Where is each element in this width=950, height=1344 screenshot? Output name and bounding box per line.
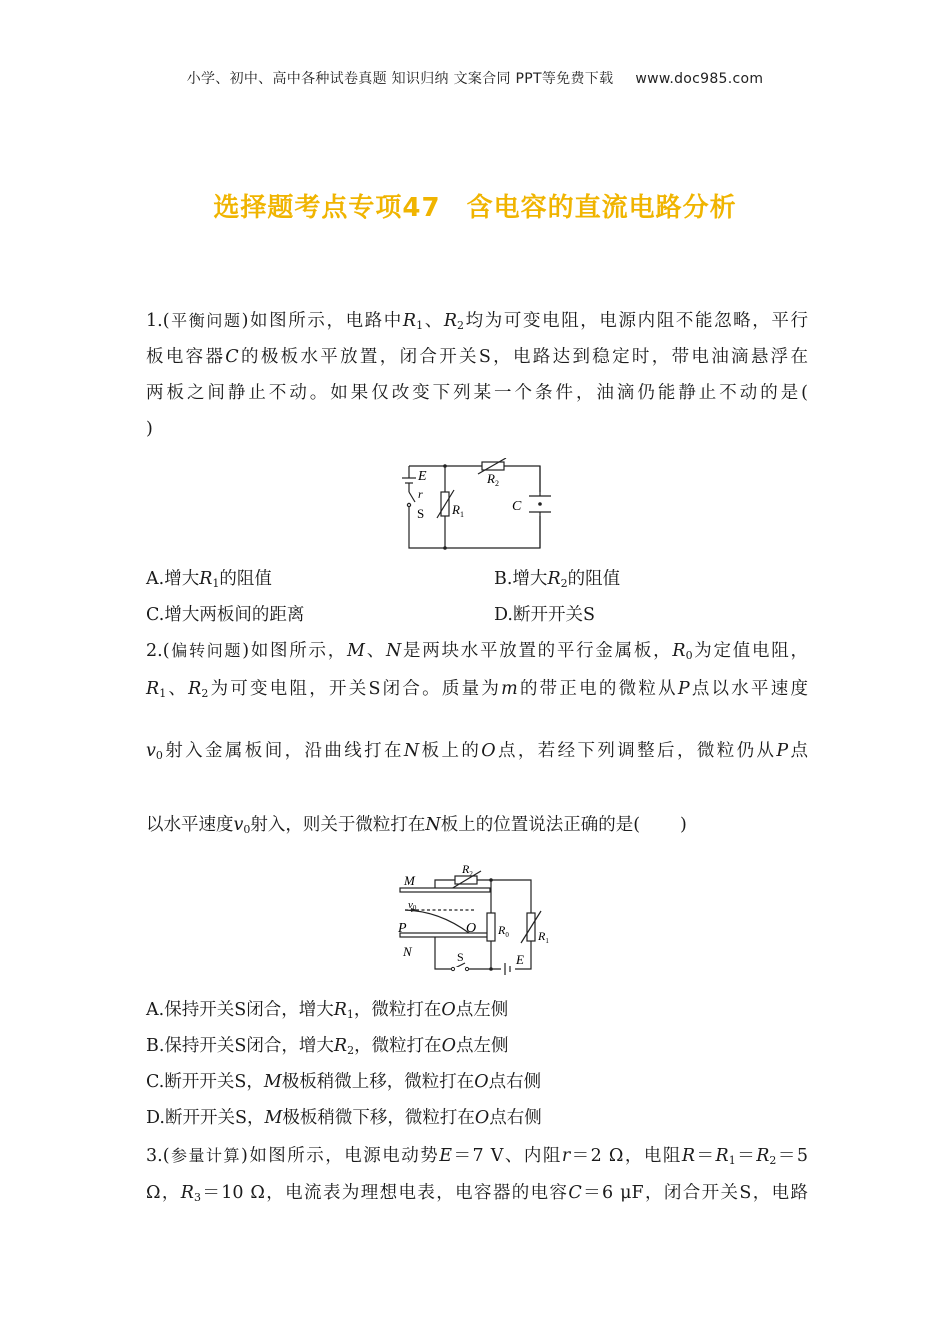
q2-line-1: 2.(偏转问题)如图所示，M、N是两块水平放置的平行金属板，$R_0$为定值电阻，	[146, 641, 809, 662]
q2-tag: 偏转问题	[169, 641, 243, 660]
q3-line-1: 3.(参量计算)如图所示，电源电动势E＝7 V、内阻r＝2 Ω，电阻$R=R_1=R_2=5$	[146, 1146, 808, 1167]
header-site[interactable]: www.doc985.com	[635, 71, 764, 87]
page-header	[0, 68, 950, 88]
q1-option-c[interactable]: C.增大两板间的距离	[146, 605, 305, 625]
svg-text:R2: $R_2$	[462, 862, 473, 878]
q1-line-3: 两板之间静止不动。如果仅改变下列某一个条件，油滴仍能静止不动的是(	[146, 383, 808, 403]
q1-tag: 平衡问题	[169, 311, 242, 330]
q2-option-a[interactable]: A.保持开关S闭合，增大$R_1$，微粒打在O点左侧	[146, 1000, 509, 1021]
q2-option-b[interactable]: B.保持开关S闭合，增大$R_2$，微粒打在O点左侧	[146, 1036, 509, 1057]
q2-option-d[interactable]: D.断开开关S，M极板稍微下移，微粒打在O点右侧	[146, 1108, 542, 1128]
svg-text:R0: $R_0$	[498, 923, 509, 939]
q1-circuit-figure	[398, 458, 558, 554]
q3-line-2: Ω，$R_3=10$ Ω，电流表为理想电表，电容器的电容C＝6 μF，闭合开关S，电路	[146, 1183, 808, 1204]
svg-text:E: E	[516, 952, 524, 967]
svg-text:R2: $R_2$	[487, 471, 499, 488]
title-part2: 含电容的直流电路分析	[466, 193, 737, 223]
svg-text:S: S	[417, 506, 425, 521]
svg-text:N: N	[403, 944, 412, 959]
svg-text:C: C	[512, 499, 522, 514]
svg-text:S: S	[457, 950, 464, 964]
q2-circuit-figure	[395, 859, 565, 975]
svg-text:v0: v0	[408, 899, 417, 912]
svg-text:r: r	[418, 487, 423, 501]
svg-text:P: P	[398, 921, 407, 936]
title-part1: 选择题考点专项47	[213, 193, 441, 223]
q1-line-2: 板电容器C的极板水平放置，闭合开关S，电路达到稳定时，带电油滴悬浮在	[146, 347, 808, 367]
header-text: 小学、初中、高中各种试卷真题 知识归纳 文案合同 PPT等免费下载	[186, 71, 614, 87]
q2-option-c[interactable]: C.断开开关S，M极板稍微上移，微粒打在O点右侧	[146, 1072, 542, 1092]
svg-text:M: M	[404, 873, 415, 888]
svg-text:R1: $R_1$	[538, 929, 549, 945]
q2-line-2: $R_1$、$R_2$为可变电阻，开关S闭合。质量为m的带正电的微粒从P点以水平速度	[146, 679, 808, 700]
oil-drop	[538, 502, 542, 506]
svg-text:E: E	[418, 469, 427, 484]
svg-text:R1: $R_1$	[452, 502, 464, 519]
q1-line-1: 1.(平衡问题)如图所示，电路中$R_1$、$R_2$均为可变电阻，电源内阻不能忽略，平行	[146, 311, 809, 332]
q1-option-b[interactable]: B.增大$R_2$的阻值	[494, 569, 621, 590]
q2-line-3: $v_0$射入金属板间，沿曲线打在N板上的O点，若经下列调整后，微粒仍从P点	[146, 741, 809, 762]
q1-option-a[interactable]: A.增大$R_1$的阻值	[146, 569, 272, 590]
q2-line-4: 以水平速度$v_0$射入，则关于微粒打在N板上的位置说法正确的是( )	[146, 815, 687, 836]
q1-close-paren: )	[146, 419, 153, 439]
q1-option-d[interactable]: D.断开开关S	[494, 605, 595, 625]
q3-tag: 参量计算	[169, 1146, 241, 1165]
page-title	[0, 187, 950, 224]
svg-text:O: O	[466, 921, 477, 936]
